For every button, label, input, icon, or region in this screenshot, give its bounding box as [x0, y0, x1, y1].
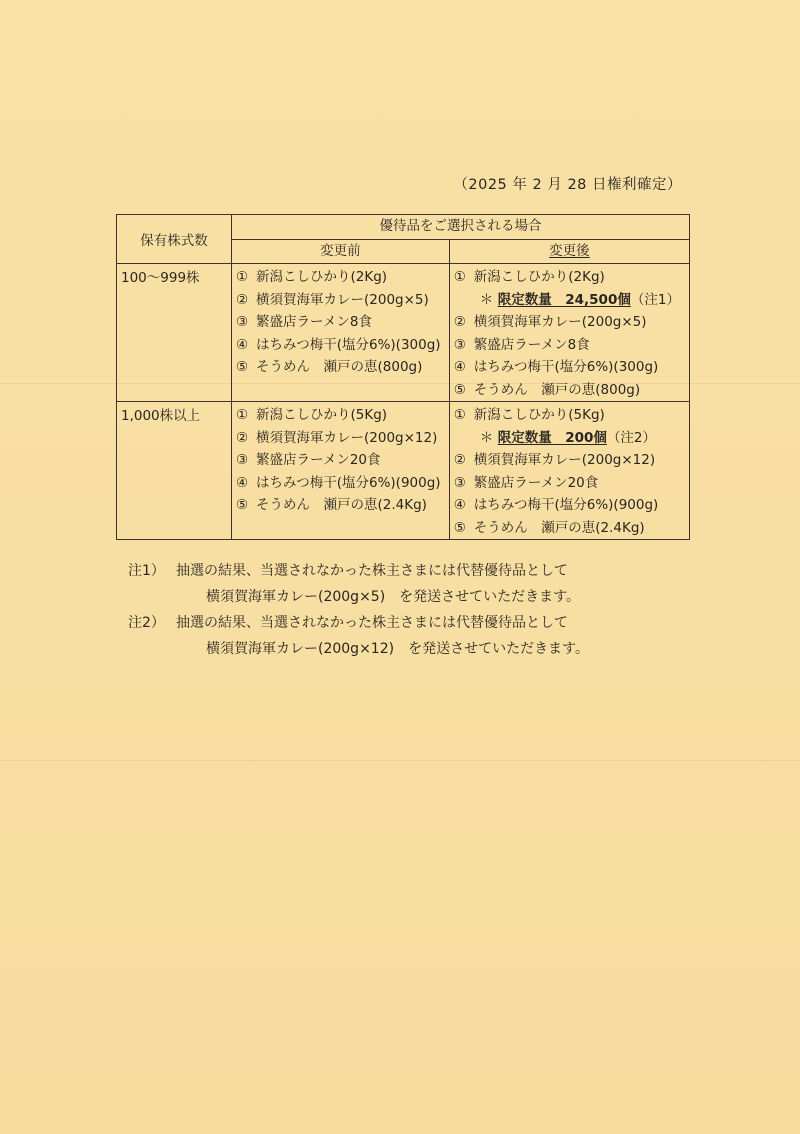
list-item [454, 379, 689, 402]
item-number: ④ [236, 336, 249, 353]
table-row [117, 402, 690, 540]
item-number: ⑤ [236, 497, 249, 513]
limit-note: （注2） [606, 429, 657, 446]
note-tag: 注2） [128, 615, 165, 631]
item-number: ① [453, 269, 466, 285]
item-text: はちみつ梅干(塩分6%)(300g) [473, 359, 659, 375]
item-text: 新潟こしひかり(2Kg) [256, 269, 388, 285]
fold-line [0, 760, 800, 761]
item-number: ② [453, 314, 466, 330]
notes [128, 558, 589, 662]
list-item [454, 334, 689, 357]
table-row [117, 264, 690, 402]
item-number: ⑤ [453, 381, 466, 398]
note-1 [128, 558, 589, 584]
list-item [454, 266, 689, 289]
list-item [236, 472, 449, 495]
header-after: 変更後 [449, 239, 689, 264]
list-item [236, 356, 449, 379]
item-number: ⑤ [236, 359, 249, 375]
note-tag: 注1） [128, 563, 165, 579]
limited-quantity [454, 289, 689, 312]
item-text: 横須賀海軍カレー(200g×12) [473, 452, 656, 468]
item-text: 新潟こしひかり(5Kg) [256, 407, 388, 423]
item-number: ④ [236, 474, 249, 491]
item-number: ③ [453, 336, 466, 353]
item-number: ⑤ [453, 519, 466, 536]
tier-shares: 1,000株以上 [117, 402, 232, 540]
list-item [454, 517, 689, 540]
asterisk-mark: ＊ [479, 291, 494, 308]
item-number: ② [236, 291, 249, 308]
limit-label: 限定数量 24,500個 [497, 291, 631, 308]
list-item [454, 404, 689, 427]
item-number: ④ [453, 497, 466, 513]
item-text: 繁盛店ラーメン8食 [473, 336, 590, 353]
header-before: 変更前 [232, 239, 450, 264]
after-cell [449, 402, 689, 540]
list-item [454, 311, 689, 334]
item-text: そうめん 瀬戸の恵(2.4Kg) [256, 497, 427, 513]
list-item [236, 289, 449, 312]
item-text: 繁盛店ラーメン20食 [473, 474, 599, 491]
item-number: ③ [236, 452, 249, 468]
list-item [454, 494, 689, 517]
limit-note: （注1） [630, 291, 680, 308]
note-text-cont: 横須賀海軍カレー(200g×5) を発送させていただきます。 [206, 589, 581, 605]
after-cell [449, 264, 689, 402]
list-item [454, 449, 689, 472]
item-text: 繁盛店ラーメン8食 [256, 314, 372, 330]
item-number: ③ [236, 314, 249, 330]
item-text: 新潟こしひかり(2Kg) [473, 269, 605, 285]
item-number: ④ [453, 359, 466, 375]
list-item [236, 427, 449, 450]
tier-shares: 100～999株 [117, 264, 232, 402]
limit-label: 限定数量 200個 [497, 429, 607, 446]
limited-quantity [454, 427, 689, 450]
item-text: 横須賀海軍カレー(200g×5) [256, 291, 429, 308]
list-item [236, 334, 449, 357]
list-item [236, 266, 449, 289]
benefits-table [116, 214, 690, 540]
item-number: ③ [453, 474, 466, 491]
item-number: ② [236, 429, 249, 446]
list-item [236, 449, 449, 472]
item-text: はちみつ梅干(塩分6%)(900g) [473, 497, 659, 513]
before-cell [232, 402, 450, 540]
item-text: 繁盛店ラーメン20食 [256, 452, 381, 468]
list-item [236, 311, 449, 334]
before-cell [232, 264, 450, 402]
item-number: ② [453, 452, 466, 468]
list-item [236, 404, 449, 427]
item-text: はちみつ梅干(塩分6%)(900g) [256, 474, 441, 491]
item-text: そうめん 瀬戸の恵(2.4Kg) [473, 519, 645, 536]
record-date: （2025 年 2 月 28 日権利確定） [453, 177, 682, 193]
item-text: 横須賀海軍カレー(200g×5) [473, 314, 647, 330]
note-text-cont: 横須賀海軍カレー(200g×12) を発送させていただきます。 [206, 641, 589, 657]
item-number: ① [453, 407, 466, 423]
item-text: そうめん 瀬戸の恵(800g) [473, 381, 641, 398]
item-number: ① [236, 407, 249, 423]
list-item [454, 356, 689, 379]
item-number: ① [236, 269, 249, 285]
item-text: 新潟こしひかり(5Kg) [473, 407, 605, 423]
item-text: 横須賀海軍カレー(200g×12) [256, 429, 438, 446]
note-text: 抽選の結果、当選されなかった株主さまには代替優待品として [176, 615, 568, 631]
note-text: 抽選の結果、当選されなかった株主さまには代替優待品として [176, 563, 568, 579]
item-text: はちみつ梅干(塩分6%)(300g) [256, 336, 441, 353]
list-item [236, 494, 449, 517]
header-shares: 保有株式数 [117, 215, 232, 264]
item-text: そうめん 瀬戸の恵(800g) [256, 359, 423, 375]
header-choice: 優待品をご選択される場合 [232, 215, 690, 240]
list-item [454, 472, 689, 495]
note-2 [128, 610, 589, 636]
asterisk-mark: ＊ [479, 429, 494, 446]
